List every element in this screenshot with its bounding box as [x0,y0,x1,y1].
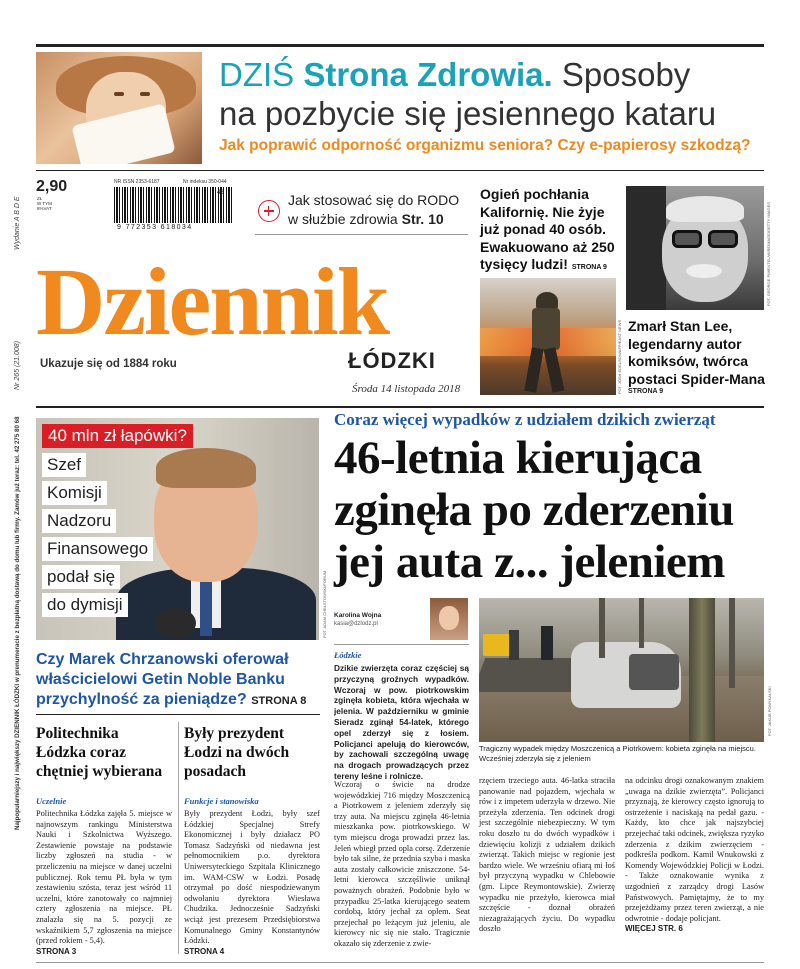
author-rule [334,644,469,645]
author-email[interactable]: kasia@dzlodz.pl [334,621,378,627]
wildfire-photo [480,278,616,395]
poly-headline[interactable]: Politechnika Łódzka coraz chętniej wybierana [36,725,163,780]
cold-woman-photo [36,52,202,164]
bottom-rule [36,962,764,963]
barcode [114,187,232,223]
poly-page: STRONA 3 [36,946,77,956]
main-body-col1: Wczoraj o świcie na drodze wojewódzkiej 716 między Moszczenicą a Piotrkowem z jeleniem zderzyły się trzy auta. Na miejscu zginęła 46-letnia mieszkanka pow. piotrkowskiego. W tym miejscu droga prowadzi przez las. Jeleń wbiegł przed opla corsę. Zderzenie było tak silne, że przednia szyba i maska auta zostały całkowicie zniszczone. 54-letni kierowca szczęśliwie uniknął poważnych obrażeń. Podobnie było w przypadku 25-latka kierującego seatem cordobą, który jechał za oplem. Seat przejechał po leżącym już jeleniu, ale kierowcy nic się nie stało. Tragicznie okazało się zderzenie z zwie- [334,780,470,948]
rodo-rule [255,234,468,235]
edition-label: Wydanie A B D E [14,196,21,250]
bribe-line: Finansowego [42,537,153,561]
main-body-col3-wrap [625,776,764,933]
barcode-addon: 46 [217,190,224,196]
main-body-col3: na odcinku drogi oznakowanym znakiem „uwaga na dzikie zwierzęta”. Policjanci przyznają, że kierowcy często ignorują to ostrzeżenie i naciskają na pedał gazu. - Każdy, kto chce jak najszybciej przejechać taki odcinek, zwiększa ryzyko zderzenia z dzikim zwierzęciem - podkreśla podkom. Kamil Wnukowski z Komendy Wojewódzkiej Policji w Łodzi. - Także oznakowanie wynika z uzgodnień z zarządcy drogi Lasów Państwowych. Pamiętajmy, że to my przejeżdżamy przez teren zwierząt, a nie odwrotnie - dodaje policjant. [625,776,764,923]
rodo-page: Str. 10 [401,211,444,227]
main-kicker: Coraz więcej wypadków z udziałem dzikich zwierząt [334,410,716,429]
bribe-line: do dymisji [42,593,128,617]
subscription-sidebar: Najpopularniejszy i największy DZIENNIK ŁÓDZKI w prenumeracie z bezpłatną dostawą do domu lub firmy. Zamów już teraz: tel. 42 275 80 68 [14,416,21,830]
stan-lee-headline[interactable]: Zmarł Stan Lee, legendarny autor komiksów, twórca postaci Spider-Mana [628,318,765,387]
main-headline-line1: 46-letnia kierująca [334,432,702,484]
bribe-page: STRONA 8 [251,695,307,707]
rodo-line1: Jak stosować się do RODO [288,192,460,208]
stan-lee-photo [626,186,764,310]
issue-date: Środa 14 listopada 2018 [352,383,461,395]
main-headline[interactable] [334,432,764,588]
main-body-col2: rzęciem trzeciego auta. 46-latka straciła panowanie nad pojazdem, wjechała w rów i z impetem uderzyła w drzewo. Nie przeżyła zderzenia. Ten odcinek drogi jest szczególnie niebezpieczny. W tym roku doszło tu do dwóch wypadków i dziewięciu kolizji z udziałem dzikich zwierząt. Takich miejsc w regionie jest bardzo wiele. We wrześniu ofiarą mi łoś był przyczyną wypadku w Chlebowie (gm. Lipce Reymontowskie). Zwierzę wypadku nie przeżyło, kierowca miał szczęście - doznał obrażeń niezagrażających życiu. Do wypadku doszło [479,776,615,934]
masthead-subtitle: ŁÓDZKI [348,348,436,373]
bribe-line: Komisji [42,481,107,505]
author-box [334,598,469,642]
teaser-dzis: DZIŚ [219,56,295,93]
mayor-article [184,796,320,956]
main-lead [334,650,469,782]
top-rule [36,44,764,47]
mayor-headline[interactable]: Były prezydent Łodzi na dwóch posadach [184,725,290,780]
teaser-headline-tail: Sposoby [561,56,691,93]
teaser-section: Strona Zdrowia. [303,56,553,93]
main-headline-line2: zginęła po zderzeniu [334,484,734,536]
stan-lee-page: STRONA 9 [628,388,664,395]
author-name: Karolina Wojna [334,612,382,619]
bribe-credit: FOT. ADAM CHEŁSTOWSKI/FORUM [322,570,327,638]
masthead-title[interactable]: Dziennik [36,248,389,355]
main-lead-text: Dzikie zwierzęta coraz częściej są przyczyną groźnych wypadków. Wczoraj w pow. piotrkowskim zginęła kobieta, która wjechała w jelenia. W październiku w gminie Sieradz zginął 54-latek, którego opel zderzył się z łosiem. Policjanci apelują do kierowców, by zachowali szczególną uwagę na drogach prowadzących przez tereny leśne i rolnicze. [334,663,469,781]
crash-photo-caption: Tragiczny wypadek między Moszczenicą a Piotrkowem: kobieta zginęła na miejscu. Wcześniej zderzyła się z jeleniem [479,744,756,763]
bribe-question[interactable]: Czy Marek Chrzanowski oferował właścicielowi Getin Noble Banku przychylność za pieniądze? STRONA 8 [36,651,307,708]
main-headline-line3: jej auta z... jeleniem [334,536,725,588]
teaser-headline[interactable] [219,56,764,94]
issn: NR ISSN 2353-6187 [114,179,160,185]
mayor-body: Były prezydent Łodzi, były szef Łódzkiej Specjalnej Strefy Ekonomicznej i były działacz PO Tomasz Sadzyński od niedawna jest pełnomocnikiem p.o. dyrektora Uniwersyteckiego Szpitala Klinicznego im. WAM-CSW w Łodzi. Posadę otrzymał po dość niespodziewanym odwołaniu dyrektora Wiesława Chudzika. Jednocześnie Sadzyński wciąż jest prezesem Przedsiębiorstwa Komunalnego Gminy Konstantynów Łódzki. [184,809,320,946]
poly-kicker: Uczelnie [36,796,67,806]
bribe-line: podał się [42,565,120,589]
main-place: Łódzkie [334,650,362,660]
bribe-tag: 40 mln zł łapówki? [42,424,193,448]
column-divider [178,722,179,954]
bribe-line: Nadzoru [42,509,116,533]
mayor-page: STRONA 4 [184,946,225,956]
index-number: Nr indeksu 350-044 [183,179,227,185]
rodo-line2: w służbie zdrowia [288,211,398,227]
barcode-digits: 9 772353 618034 [117,224,193,231]
teaser-headline-line2: na pozbycie się jesiennego kataru [219,95,717,132]
bribe-bottom-rule [36,714,320,715]
bribe-line: Szef [42,453,86,477]
price: 2,90 [36,178,68,195]
stan-lee-credit: FOT. GEORGE PIMENTEL/WIREIMAGE/GETTY IMAGES [766,202,771,306]
fire-headline[interactable]: Ogień pochłania Kalifornię. Nie żyje już ponad 40 osób. Ewakuowano aż 250 tysięcy ludzi! STRONA 9 [480,186,615,272]
crash-photo [479,598,764,742]
vat-info: ZŁ W TYM 8%VAT [37,196,52,211]
teaser-subline: Jak poprawić odporność organizmu seniora? Czy e-papierosy szkodzą? [219,137,751,154]
plus-icon [258,200,280,222]
poly-body: Politechnika Łódzka zajęła 5. miejsce w najnowszym rankingu Ministerstwa Nauki i Szkolnictwa Wyższego. Zestawienie powstaje na podstawie liczby zgłoszeń na studia - w przeliczeniu na miejsce w danej uczelni publicznej. Rok temu PŁ była w tym zestawieniu szósta, teraz jest wśród 11 uczelni, które zanotowały co najmniej cztery zgłoszenia na miejsce. PŁ znalazła się na 5. pozycji ze wskaźnikiem 5,7 zgłoszenia na miejsce (przed rokiem - 5,4). [36,809,172,946]
teaser-bottom-rule [36,170,764,171]
main-page: WIĘCEJ STR. 6 [625,924,683,934]
crash-photo-credit: FOT. JAKUB POMYKALSKI [767,686,772,736]
fire-page: STRONA 9 [571,264,607,271]
mayor-kicker: Funkcje i stanowiska [184,796,259,806]
poly-article [36,796,172,956]
masthead-bottom-rule [36,406,764,408]
author-avatar [430,598,468,640]
issue-number: Nr 265 (21.008) [14,340,21,390]
rodo-promo[interactable] [288,191,468,229]
masthead-since: Ukazuje się od 1884 roku [40,358,177,370]
fire-credit: FOT. JOSH EDELSON/AFP/EAST NEWS [617,319,622,394]
